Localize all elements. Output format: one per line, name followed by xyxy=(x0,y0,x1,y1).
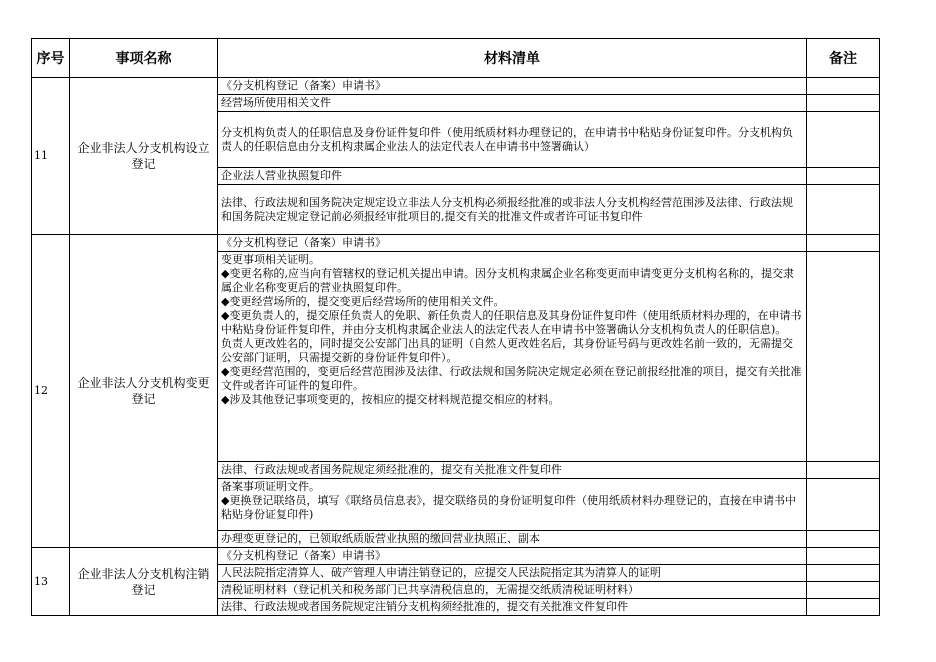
material-cell[interactable] xyxy=(218,531,807,548)
material-line: 分支机构负责人的任职信息及身份证件复印件（使用纸质材料办理登记的，在申请书中粘贴身份证复印件。分支机构负责人的任职信息由分支机构隶属企业法人的法定代表人在申请书中签署确认） xyxy=(221,125,793,153)
material-line: 《分支机构登记（备案）申请书》 xyxy=(221,79,386,92)
material-cell[interactable] xyxy=(218,95,807,112)
item-seq-cell[interactable]: 11 xyxy=(32,78,70,235)
material-cell[interactable] xyxy=(218,599,807,616)
material-line: 《分支机构登记（备案）申请书》 xyxy=(221,549,386,562)
header-name: 事项名称 xyxy=(70,39,218,78)
material-line: 备案事项证明文件。 xyxy=(221,480,320,493)
material-cell[interactable] xyxy=(218,168,807,185)
remarks-cell[interactable] xyxy=(807,112,880,168)
material-line: ◆涉及其他登记事项变更的，按相应的提交材料规范提交相应的材料。 xyxy=(221,393,560,406)
remarks-cell[interactable] xyxy=(807,548,880,565)
remarks-cell[interactable] xyxy=(807,565,880,582)
material-cell[interactable] xyxy=(218,252,807,462)
material-cell[interactable] xyxy=(218,462,807,479)
item-seq-cell[interactable]: 12 xyxy=(32,235,70,548)
material-cell[interactable] xyxy=(218,565,807,582)
material-line: ◆变更经营场所的，提交变更后经营场所的使用相关文件。 xyxy=(221,295,505,308)
remarks-cell[interactable] xyxy=(807,78,880,95)
remarks-cell[interactable] xyxy=(807,95,880,112)
material-line: 办理变更登记的，已领取纸质版营业执照的缴回营业执照正、副本 xyxy=(221,532,540,545)
remarks-cell[interactable] xyxy=(807,235,880,252)
material-cell[interactable] xyxy=(218,582,807,599)
material-cell[interactable] xyxy=(218,235,807,252)
item-seq-cell[interactable]: 13 xyxy=(32,548,70,616)
table-row xyxy=(32,548,880,565)
remarks-cell[interactable] xyxy=(807,599,880,616)
materials-table xyxy=(31,38,880,616)
header-seq: 序号 xyxy=(32,39,70,78)
material-cell[interactable] xyxy=(218,112,807,168)
material-line: 经营场所使用相关文件 xyxy=(221,96,331,109)
material-cell[interactable] xyxy=(218,78,807,95)
material-line: 变更事项相关证明。 xyxy=(221,253,320,266)
material-line: 法律、行政法规和国务院决定规定设立非法人分支机构必须报经批准的或非法人分支机构经营范围涉及法律、行政法规和国务院决定规定登记前必须报经审批项目的,提交有关的批准文件或者许可证书复印件 xyxy=(221,195,793,223)
material-line: ◆变更负责人的，提交原任负责人的免职、新任负责人的任职信息及其身份证件复印件（使用纸质材料办理的，在申请书中粘贴身份证件复印件，并由分支机构隶属企业法人的法定代表人在申请书中签署确认分支机构负责人的任职信息)。 xyxy=(221,309,802,336)
remarks-cell[interactable] xyxy=(807,185,880,235)
material-line: ◆变更名称的,应当向有管辖权的登记机关提出申请。因分支机构隶属企业名称变更而申请变更分支机构名称的，提交隶属企业名称变更后的营业执照复印件。 xyxy=(221,267,794,294)
table-row xyxy=(32,78,880,95)
material-line: 人民法院指定清算人、破产管理人申请注销登记的，应提交人民法院指定其为清算人的证明 xyxy=(221,566,661,579)
material-line: 《分支机构登记（备案）申请书》 xyxy=(221,236,386,249)
remarks-cell[interactable] xyxy=(807,462,880,479)
material-line: 法律、行政法规或者国务院规定注销分支机构须经批准的，提交有关批准文件复印件 xyxy=(221,600,628,613)
material-cell[interactable] xyxy=(218,479,807,531)
remarks-cell[interactable] xyxy=(807,479,880,531)
remarks-cell[interactable] xyxy=(807,531,880,548)
remarks-cell[interactable] xyxy=(807,168,880,185)
material-line: 企业法人营业执照复印件 xyxy=(221,169,342,182)
item-name-cell[interactable]: 企业非法人分支机构变更登记 xyxy=(70,235,218,548)
material-line: 负责人更改姓名的，同时提交公安部门出具的证明（自然人更改姓名后，其身份证号码与更改姓名前一致的，无需提交公安部门证明，只需提交新的身份证件复印件）。 xyxy=(221,337,793,364)
sheet-bottom-edge xyxy=(0,620,936,662)
item-name-cell[interactable]: 企业非法人分支机构设立登记 xyxy=(70,78,218,235)
remarks-cell[interactable] xyxy=(807,252,880,462)
header-materials: 材料清单 xyxy=(218,39,807,78)
table-row xyxy=(32,235,880,252)
remarks-cell[interactable] xyxy=(807,582,880,599)
material-line: 清税证明材料（登记机关和税务部门已共享清税信息的，无需提交纸质清税证明材料） xyxy=(221,583,639,596)
header-row xyxy=(32,39,880,78)
material-cell[interactable] xyxy=(218,548,807,565)
material-line: 法律、行政法规或者国务院规定须经批准的，提交有关批准文件复印件 xyxy=(221,463,562,476)
material-line: ◆更换登记联络员，填写《联络员信息表》，提交联络员的身份证明复印件（使用纸质材料办理登记的，直接在申请书中粘贴身份证复印件) xyxy=(221,494,796,521)
material-cell[interactable] xyxy=(218,185,807,235)
material-line: ◆变更经营范围的，变更后经营范围涉及法律、行政法规和国务院决定规定必须在登记前报经批准的项目，提交有关批准文件或者许可证件的复印件。 xyxy=(221,365,802,392)
table-body xyxy=(32,78,880,616)
item-name-cell[interactable]: 企业非法人分支机构注销登记 xyxy=(70,548,218,616)
header-remarks: 备注 xyxy=(807,39,880,78)
